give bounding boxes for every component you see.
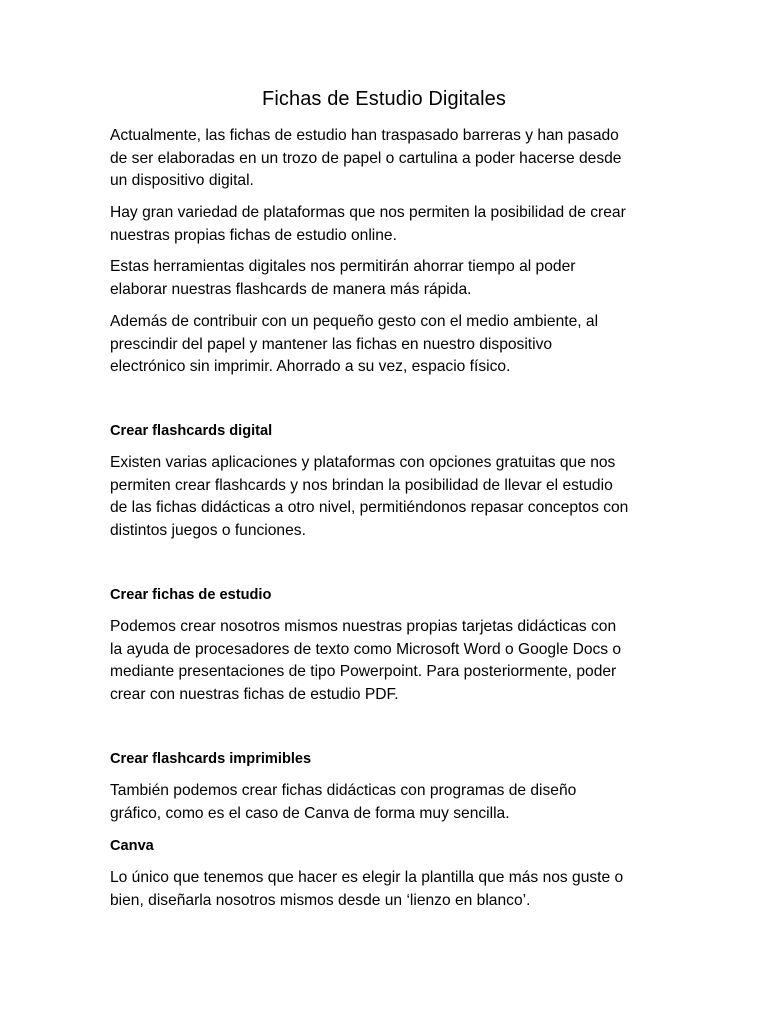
text-line: distintos juegos o funciones.	[110, 521, 306, 539]
text-line: crear con nuestras fichas de estudio PDF.	[110, 685, 399, 703]
text-line: Existen varias aplicaciones y plataformas con opciones gratuitas que nos	[110, 454, 616, 471]
text-line: bien, diseñarla nosotros mismos desde un ‘lienzo en blanco’.	[110, 891, 531, 909]
section-heading-flashcards-imprimibles: Crear flashcards imprimibles	[110, 751, 312, 767]
text-line: la ayuda de procesadores de texto como Microsoft Word o Google Docs o	[110, 640, 622, 658]
section-heading-fichas-de-estudio: Crear fichas de estudio	[110, 587, 272, 603]
section-heading-flashcards-digital: Crear flashcards digital	[110, 423, 273, 439]
document-title: Fichas de Estudio Digitales	[262, 88, 506, 110]
text-line: electrónico sin imprimir. Ahorrado a su vez, espacio físico.	[110, 358, 511, 375]
section-paragraph-flashcards-digital	[110, 452, 670, 542]
text-line: nuestras propias fichas de estudio online.	[110, 226, 397, 244]
text-line: permiten crear flashcards y nos brindan la posibilidad de llevar el estudio	[110, 476, 613, 494]
text-line: Podemos crear nosotros mismos nuestras propias tarjetas didácticas con	[110, 618, 617, 635]
text-line: de ser elaboradas en un trozo de papel o cartulina a poder hacerse desde	[110, 149, 622, 167]
intro-paragraph-2	[110, 202, 670, 247]
text-line: elaborar nuestras flashcards de manera más rápida.	[110, 280, 472, 298]
section-paragraph-fichas-de-estudio	[110, 616, 670, 706]
section-paragraph-canva	[110, 867, 670, 912]
text-line: mediante presentaciones de tipo Powerpoint. Para posteriormente, poder	[110, 663, 617, 680]
text-line: prescindir del papel y mantener las fichas en nuestro dispositivo	[110, 335, 553, 353]
text-line: un dispositivo digital.	[110, 172, 254, 189]
text-line: gráfico, como es el caso de Canva de forma muy sencilla.	[110, 804, 510, 822]
intro-paragraph-4	[110, 311, 670, 379]
text-line: Además de contribuir con un pequeño gesto con el medio ambiente, al	[110, 313, 599, 330]
text-line: Estas herramientas digitales nos permitirán ahorrar tiempo al poder	[110, 258, 576, 275]
text-line: Hay gran variedad de plataformas que nos permiten la posibilidad de crear	[110, 204, 626, 221]
section-heading-canva: Canva	[110, 838, 154, 854]
intro-paragraph-3	[110, 256, 670, 301]
intro-paragraph-1	[110, 125, 670, 193]
text-line: de las fichas didácticas a otro nivel, permitiéndonos repasar conceptos con	[110, 499, 629, 516]
text-line: Lo único que tenemos que hacer es elegir la plantilla que más nos guste o	[110, 869, 624, 886]
text-line: Actualmente, las fichas de estudio han traspasado barreras y han pasado	[110, 127, 619, 144]
section-paragraph-flashcards-imprimibles	[110, 780, 670, 825]
text-line: También podemos crear fichas didácticas con programas de diseño	[110, 782, 577, 799]
